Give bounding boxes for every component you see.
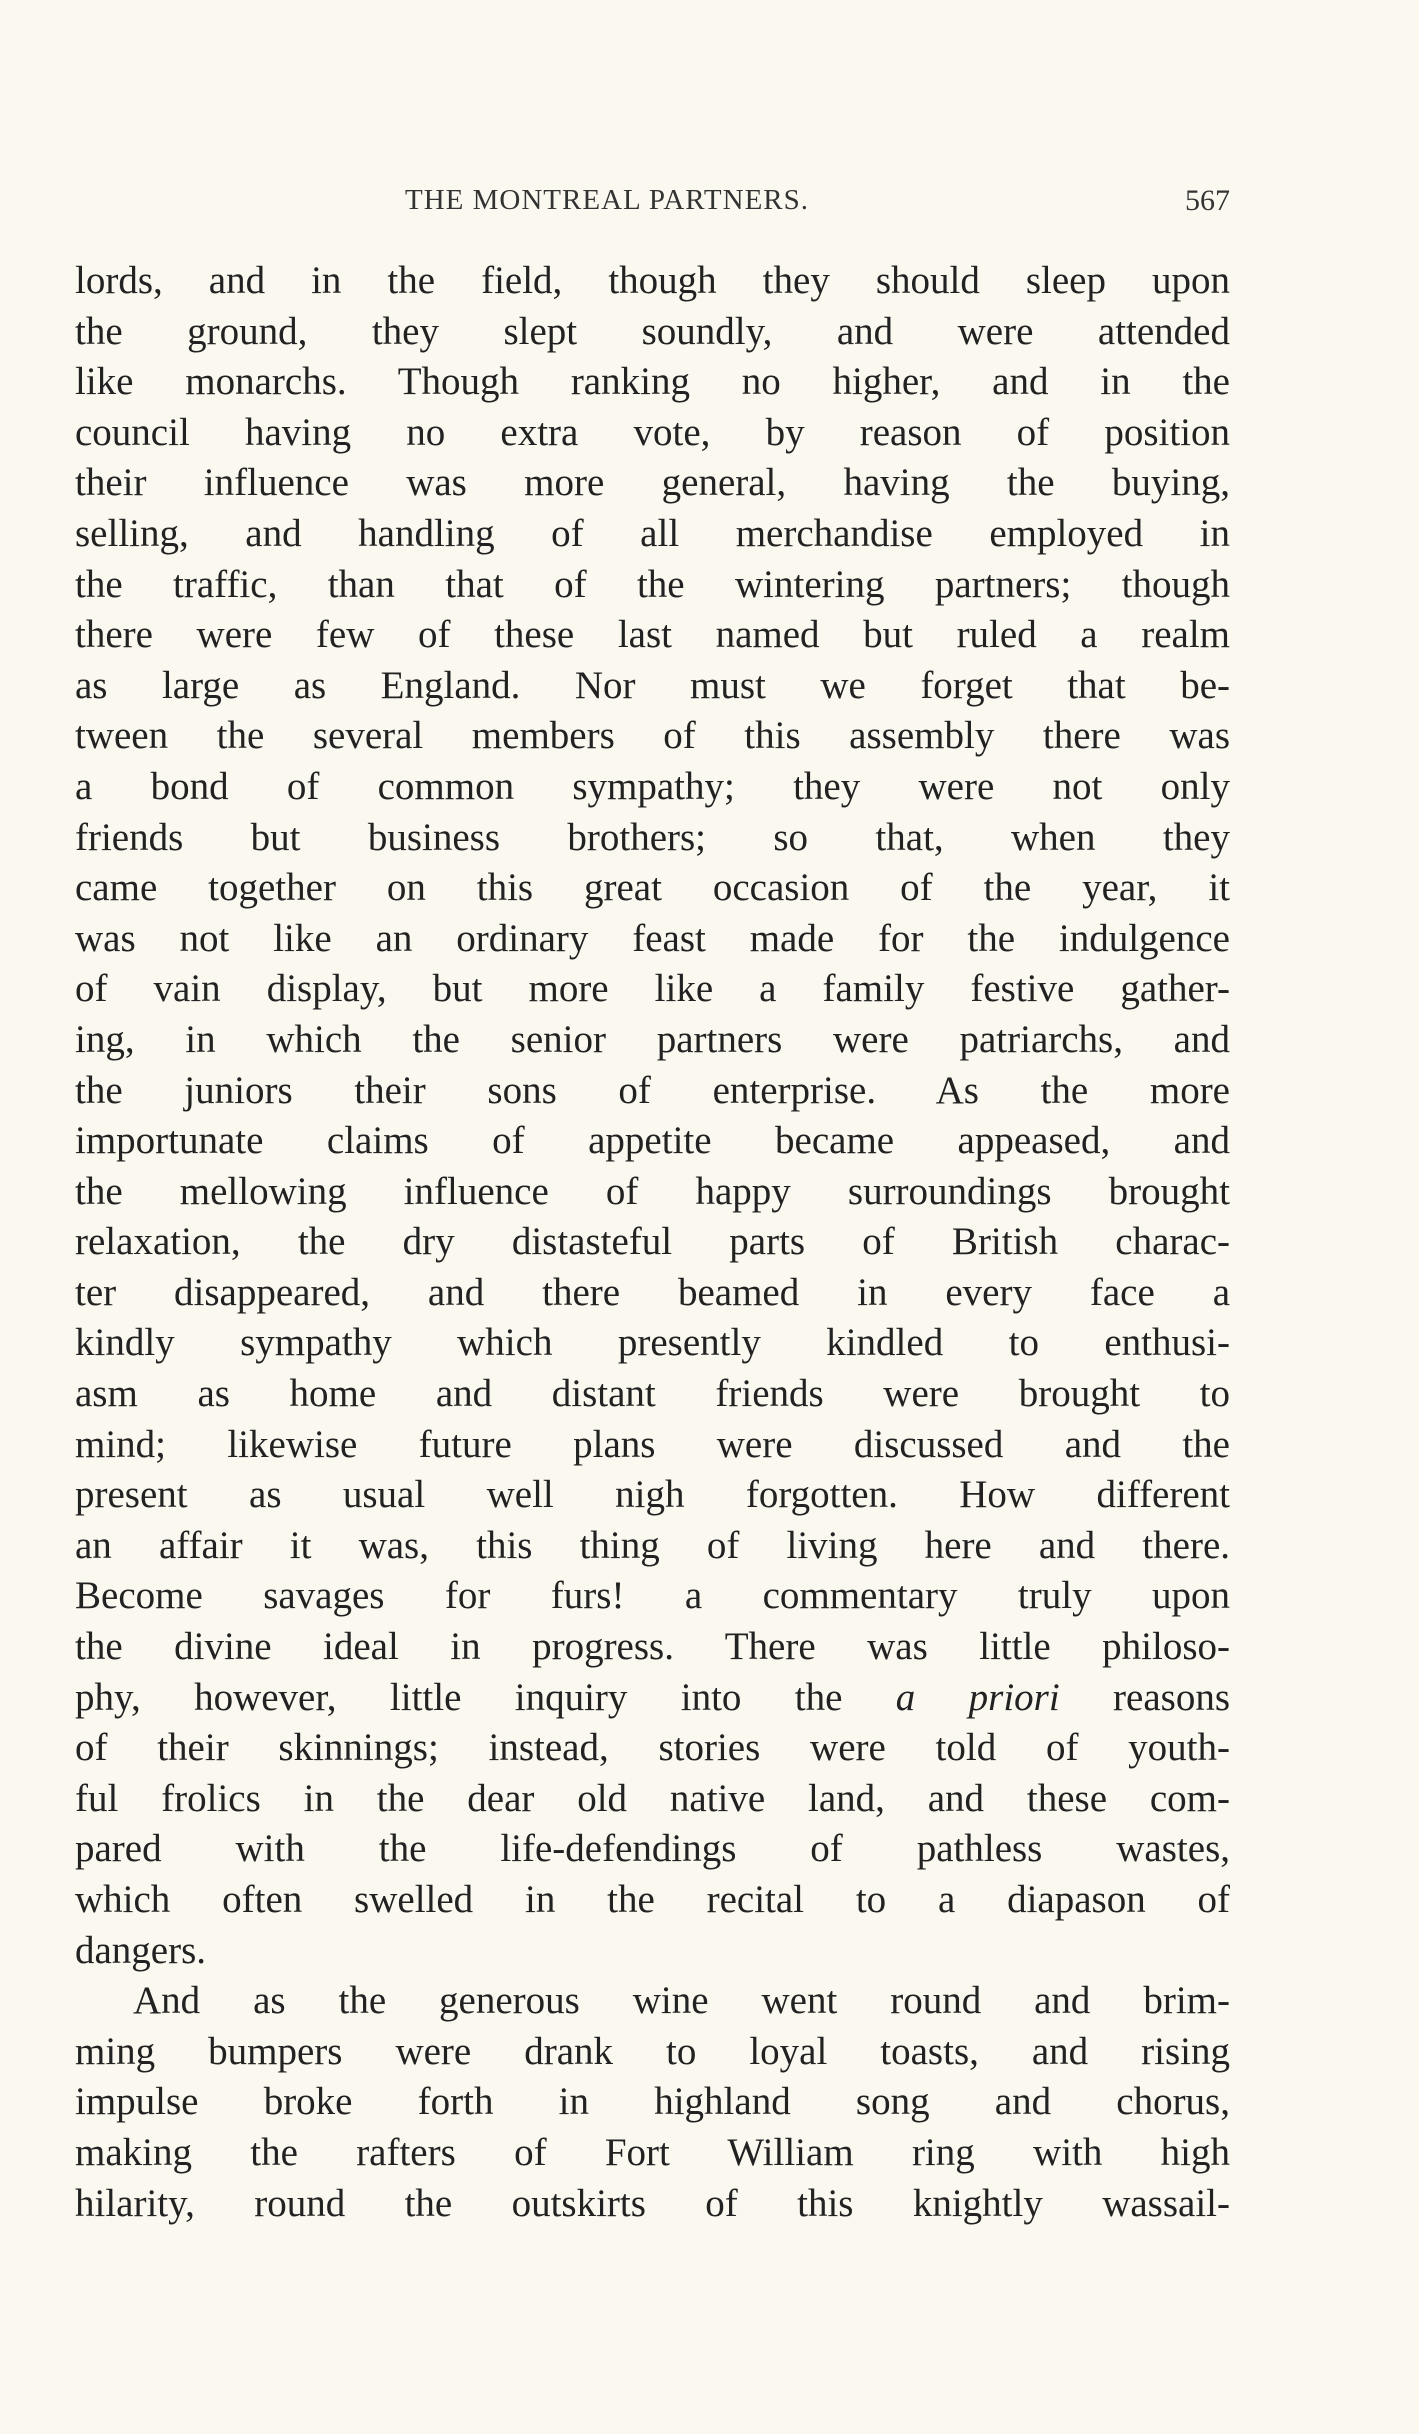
- text-line: asm as home and distant friends were brought to: [75, 1372, 1230, 1416]
- text-line: council having no extra vote, by reason of position: [75, 410, 1230, 454]
- text-line: lords, and in the field, though they should sleep upon: [75, 259, 1230, 302]
- text-line: And as the generous wine went round and brim-: [133, 1979, 1230, 2023]
- text-line: relaxation, the dry distasteful parts of British charac-: [75, 1220, 1230, 1264]
- text-line: importunate claims of appetite became appeased, and: [75, 1119, 1230, 1163]
- page-number: 567: [1185, 184, 1230, 217]
- text-line: as large as England. Nor must we forget that be-: [75, 663, 1230, 707]
- text-line: Become savages for furs! a commentary truly upon: [75, 1574, 1230, 1618]
- text-line: there were few of these last named but ruled a realm: [75, 613, 1230, 657]
- text-segment: phy, however, little inquiry into the: [75, 1675, 896, 1719]
- text-line: the mellowing influence of happy surroundings brought: [75, 1169, 1230, 1213]
- text-line: which often swelled in the recital to a diapason of: [75, 1878, 1230, 1921]
- text-line: ing, in which the senior partners were patriarchs, and: [75, 1017, 1230, 1061]
- text-line: came together on this great occasion of the year, it: [75, 866, 1230, 910]
- text-line: friends but business brothers; so that, when they: [75, 815, 1230, 859]
- italic-phrase: a priori: [895, 1675, 1060, 1719]
- text-line: a bond of common sympathy; they were not only: [75, 764, 1230, 808]
- text-line: dangers.: [75, 1928, 207, 1972]
- text-line: their influence was more general, having the buying,: [75, 461, 1230, 505]
- text-line: an affair it was, this thing of living here and there.: [75, 1523, 1230, 1567]
- text-line: pared with the life-defendings of pathless wastes,: [75, 1827, 1230, 1871]
- text-line: [75, 1673, 1230, 1724]
- text-line: the juniors their sons of enterprise. As the more: [75, 1068, 1230, 1112]
- text-line: the traffic, than that of the wintering partners; though: [75, 562, 1230, 606]
- text-line: hilarity, round the outskirts of this knightly wassail-: [75, 2181, 1230, 2225]
- text-line: of vain display, but more like a family festive gather-: [75, 967, 1230, 1011]
- running-title: THE MONTREAL PARTNERS.: [405, 184, 809, 216]
- text-line: ter disappeared, and there beamed in every face a: [75, 1270, 1230, 1314]
- text-line: was not like an ordinary feast made for the indulgence: [75, 916, 1230, 960]
- text-line: tween the several members of this assembly there was: [75, 714, 1230, 758]
- text-line: the divine ideal in progress. There was little philoso-: [75, 1625, 1230, 1669]
- body-text: [75, 256, 1230, 2229]
- running-head: [75, 184, 1230, 224]
- text-line: of their skinnings; instead, stories were told of youth-: [75, 1726, 1230, 1770]
- text-line: making the rafters of Fort William ring with high: [75, 2130, 1230, 2174]
- text-line: selling, and handling of all merchandise employed in: [75, 511, 1230, 555]
- text-segment: reasons: [1059, 1675, 1230, 1719]
- text-line: ming bumpers were drank to loyal toasts, and rising: [75, 2029, 1230, 2073]
- text-line: impulse broke forth in highland song and chorus,: [75, 2080, 1230, 2124]
- text-line: mind; likewise future plans were discussed and the: [75, 1422, 1230, 1466]
- text-line: like monarchs. Though ranking no higher, and in the: [75, 360, 1230, 404]
- text-line: present as usual well nigh forgotten. How different: [75, 1473, 1230, 1517]
- text-line: kindly sympathy which presently kindled to enthusi-: [75, 1321, 1230, 1365]
- text-line: ful frolics in the dear old native land, and these com-: [75, 1776, 1230, 1820]
- text-line: the ground, they slept soundly, and were attended: [75, 309, 1230, 353]
